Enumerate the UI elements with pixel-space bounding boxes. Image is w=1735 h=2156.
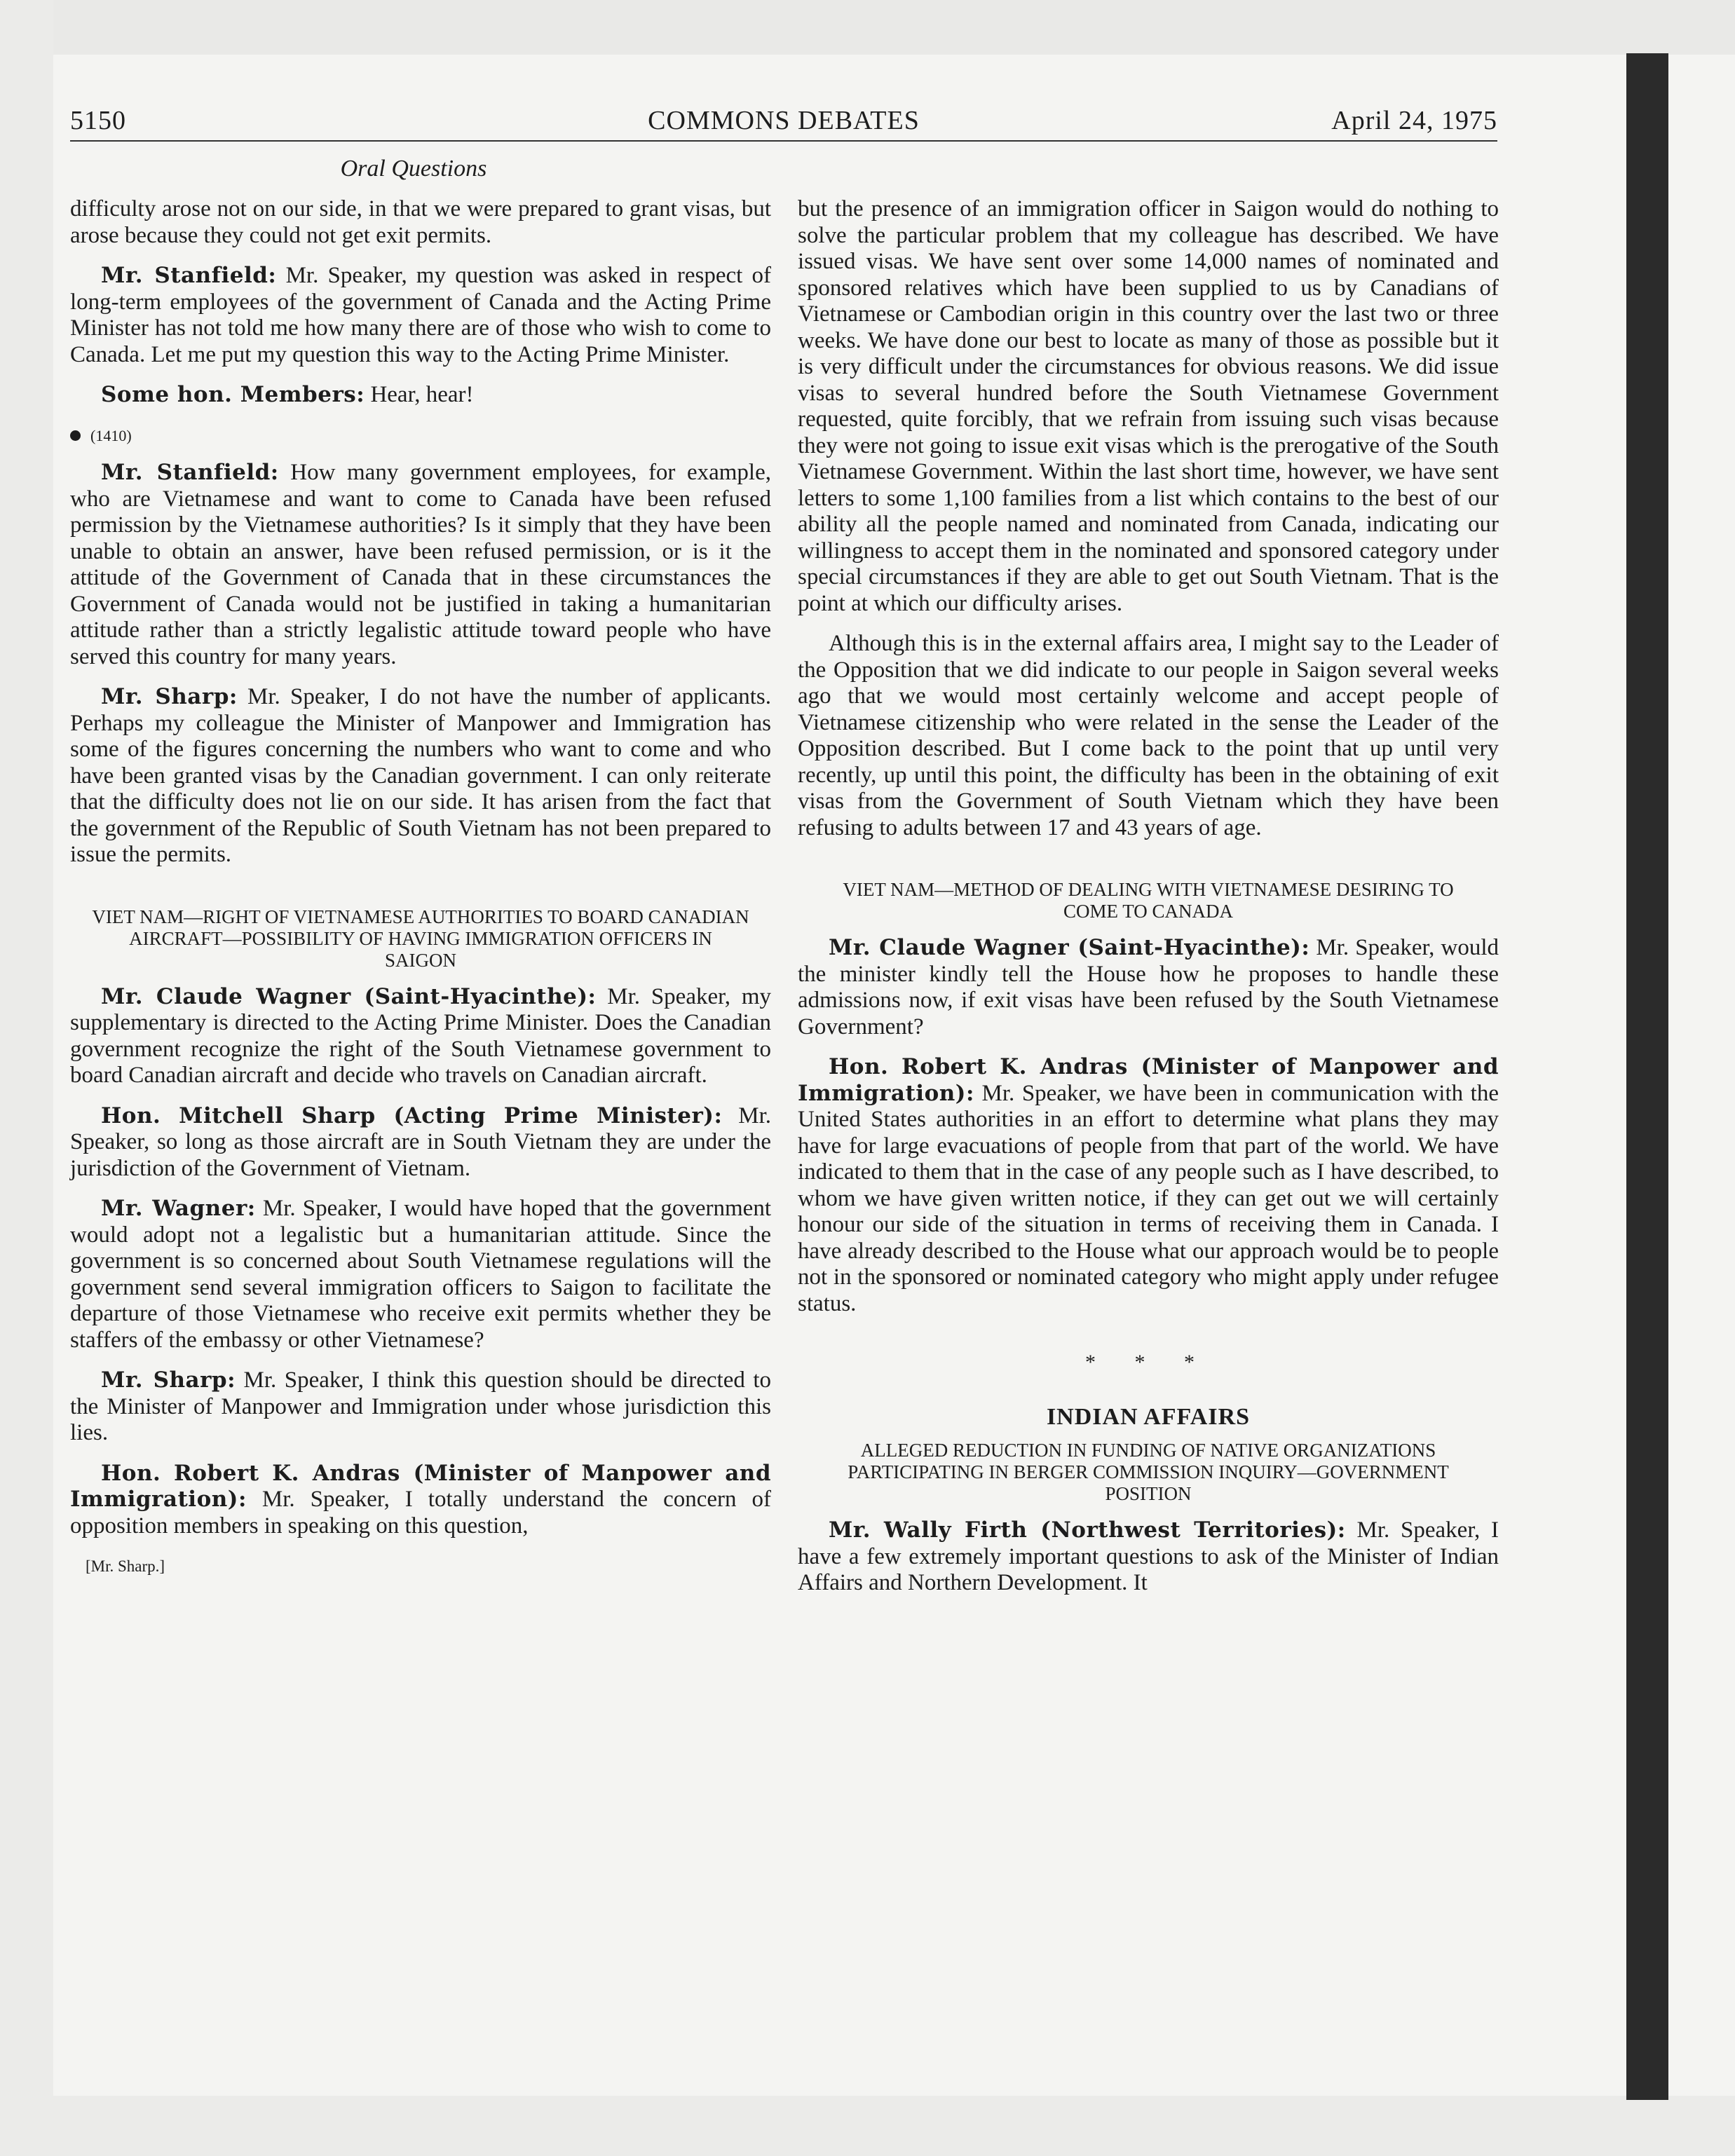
paragraph: [70, 382, 771, 409]
speaker-name: Mr. Stanfield:: [101, 460, 279, 485]
speaker-name: Mr. Wagner:: [101, 1196, 256, 1221]
subheading: VIET NAM—RIGHT OF VIETNAMESE AUTHORITIES TO BOARD CANADIAN AIRCRAFT—POSSIBILITY OF HAVING IMMIGRATION OFFICERS IN SAIGON: [92, 906, 749, 971]
paragraph: [798, 1517, 1499, 1597]
subheading: ALLEGED REDUCTION IN FUNDING OF NATIVE ORGANIZATIONS PARTICIPATING IN BERGER COMMISSION INQUIRY—GOVERNMENT POSITION: [848, 1440, 1449, 1504]
speech-text: Mr. Speaker, my question was asked in respect of long-term employees of the government of Canada and the Acting Prime Minister has not told me how many there are of those who wish to come to Canada. Let me put my question this way to the Acting Prime Minister.: [70, 263, 772, 367]
paragraph: [70, 1367, 771, 1447]
page-date: April 24, 1975: [1331, 106, 1497, 135]
speech-text: Mr. Speaker, I do not have the number of applicants. Perhaps my colleague the Minister of Manpower and Immigration has some of the figures concerning the numbers who want to come and who have been granted visas by the Canadian government. I can only reiterate that the difficulty does not lie on our side. It has arisen from the fact that the government of the Republic of South Vietnam has not been prepared to issue the permits.: [70, 684, 771, 867]
paragraph: but the presence of an immigration officer in Saigon would do nothing to solve the particular problem that my colleague has described. We have issued visas. We have sent over some 14,000 names of nominated and sponsored relatives which have been supplied to us by Canadians of Vietnamese or Cambodian origin in this country over the last two or three weeks. We have done our best to locate as many of those as possible but it is very difficult under the circumstances for obvious reasons. We did issue visas to several hundred before the South Vietnamese Government requested, quite forcibly, that we refrain from issuing such visas because they were not going to issue exit visas which is the prerogative of the South Vietnamese Government. Within the last short time, however, we have sent letters to some 1,100 families from a list which contains to the best of our ability all the people named and nominated from Canada, indicating our willingness to accept them in the nominated and sponsored category under special circumstances if they are able to get out South Vietnam. That is the point at which our difficulty arises.: [798, 196, 1499, 616]
speech-text: Mr. Speaker, I totally understand the concern of opposition members in speaking on this question,: [70, 1487, 772, 1538]
scan-binding-bar: [1626, 53, 1668, 2100]
scan-border-left: [0, 0, 53, 2156]
speech-text: Mr. Speaker, I think this question should be directed to the Minister of Manpower and Immigration under whose jurisdiction this lies.: [70, 1367, 771, 1445]
time-marker: [70, 423, 771, 449]
speech-text: Mr. Speaker, I have a few extremely important questions to ask of the Minister of Indian Affairs and Northern Development. It: [798, 1517, 1499, 1595]
paragraph: [70, 984, 771, 1089]
time-stamp: (1410): [90, 426, 132, 444]
speech-text: Hear, hear!: [370, 382, 474, 407]
paragraph: [70, 460, 771, 670]
speaker-name: Mr. Wally Firth (Northwest Territories):: [829, 1517, 1346, 1543]
section-title: INDIAN AFFAIRS: [1046, 1403, 1251, 1430]
speaker-name: Hon. Mitchell Sharp (Acting Prime Minister):: [101, 1103, 723, 1128]
scan-border-bottom: [0, 2096, 1735, 2156]
speaker-name: Mr. Claude Wagner (Saint-Hyacinthe):: [829, 935, 1310, 960]
paragraph: [70, 1461, 771, 1540]
paragraph: difficulty arose not on our side, in that we were prepared to grant visas, but arose because they could not get exit permits.: [70, 196, 771, 248]
paragraph: [798, 1054, 1499, 1317]
section-divider: * * *: [1085, 1351, 1211, 1374]
speaker-name: Mr. Sharp:: [101, 684, 238, 709]
footnote: [Mr. Sharp.]: [86, 1557, 165, 1575]
bullet-icon: [70, 430, 81, 441]
speaker-name: Mr. Stanfield:: [101, 263, 277, 288]
left-column: [70, 196, 771, 1580]
speech-text: Mr. Speaker, my supplementary is directed to the Acting Prime Minister. Does the Canadian government recognize the right of the South Vietnamese government to board Canadian aircraft and decide who travels on Canadian aircraft.: [70, 983, 771, 1088]
paragraph: [798, 935, 1499, 1040]
speech-text: How many government employees, for example, who are Vietnamese and want to come to Canada have been refused permission by the Vietnamese authorities? Is it simply that they have been unable to obtain an answer, have been refused permission, or is it the attitude of the Government of Canada that in these circumstances the Government of Canada would not be justified in taking a humanitarian attitude rather than a strictly legalistic attitude toward people who have served this country for many years.: [70, 460, 771, 669]
speech-text: Mr. Speaker, so long as those aircraft are in South Vietnam they are under the jurisdiction of the Government of Vietnam.: [70, 1103, 772, 1181]
publication-title: COMMONS DEBATES: [648, 106, 920, 135]
page-number: 5150: [70, 106, 126, 135]
speaker-name: Mr. Sharp:: [101, 1367, 236, 1393]
speech-text: Mr. Speaker, would the minister kindly tell the House how he proposes to handle these admissions now, if exit visas have been refused by the South Vietnamese Government?: [798, 935, 1499, 1039]
paragraph: Although this is in the external affairs area, I might say to the Leader of the Opposition that we did indicate to our people in Saigon several weeks ago that we would most certainly welcome and accept people of Vietnamese citizenship who were related in the sense the Leader of the Opposition described. But I come back to the point that up until very recently, up until this point, the difficulty has been in the obtaining of exit visas from the Government of South Vietnam which they have been refusing to adults between 17 and 43 years of age.: [798, 631, 1499, 840]
paragraph: [70, 1196, 771, 1353]
speaker-name: Hon. Robert K. Andras (Minister of Manpower and Immigration):: [798, 1054, 1499, 1106]
speaker-name: Hon. Robert K. Andras (Minister of Manpower and Immigration):: [70, 1460, 771, 1512]
right-column: [798, 196, 1499, 1611]
speaker-name: Mr. Claude Wagner (Saint-Hyacinthe):: [101, 983, 597, 1009]
speaker-name: Some hon. Members:: [101, 382, 365, 407]
scan-border-top: [0, 0, 1735, 55]
speech-text: Mr. Speaker, we have been in communication with the United States authorities in an effort to determine what plans they may have for large evacuations of people from that part of the world. We have indicated to them that in the case of any people such as I have described, to whom we have given written notice, if they can get out we will certainly honour our side of the situation in terms of receiving them in Canada. I have already described to the House what our approach would be to people not in the sponsored or nominated category who might apply under refugee status.: [798, 1080, 1499, 1316]
section-label: Oral Questions: [340, 156, 487, 182]
paragraph: [70, 263, 771, 368]
subheading: VIET NAM—METHOD OF DEALING WITH VIETNAMESE DESIRING TO COME TO CANADA: [843, 879, 1454, 922]
page-header: [70, 98, 1497, 142]
paragraph: [70, 1103, 771, 1182]
speech-text: Mr. Speaker, I would have hoped that the government would adopt not a legalistic but a humanitarian attitude. Since the government is so concerned about South Vietnamese regulations will the government send several immigration officers to Saigon to facilitate the departure of those Vietnamese who receive exit permits whether they be staffers of the embassy or other Vietnamese?: [70, 1196, 772, 1353]
paragraph: [70, 684, 771, 868]
